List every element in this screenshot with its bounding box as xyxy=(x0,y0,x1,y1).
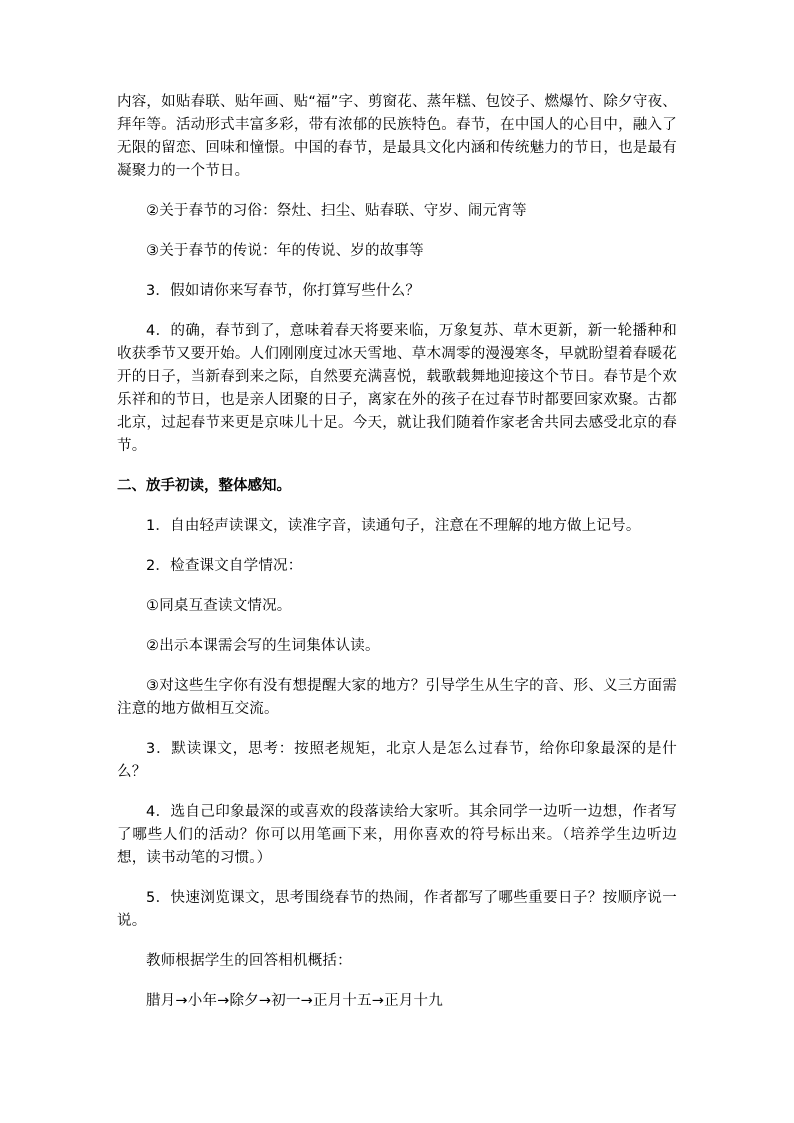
paragraph-question-3: 3．假如请你来写春节，你打算写些什么？ xyxy=(146,283,421,299)
section-heading-2: 二、放手初读，整体感知。 xyxy=(117,478,291,494)
paragraph-item-4-intro: 4．的确，春节到了，意味着春天将要来临，万象复苏、草木更新，新一轮播种和收获季节又要开始。人们刚刚度过冰天雪地、草木凋零的漫漫寒冬，早就盼望着春暖花开的日子，当新春到来之际，自然要充满喜悦，载歌载舞地迎接这个节日。春节是个欢乐祥和的节日，也是亲人团聚的日子，离家在外的孩子在过春节时都要回家欢聚。古都北京，过起春节来更是京味儿十足。今天，就让我们随着作家老舍共同去感受北京的春节。 xyxy=(117,323,677,454)
paragraph-step-2c: ③对这些生字你有没有想提醒大家的地方？引导学生从生字的音、形、义三方面需注意的地方做相互交流。 xyxy=(117,678,677,717)
paragraph-teacher-summary: 教师根据学生的回答相机概括： xyxy=(146,953,352,969)
paragraph-step-2: 2．检查课文自学情况： xyxy=(146,558,303,574)
paragraph-customs-list: ②关于春节的习俗：祭灶、扫尘、贴春联、守岁、闹元宵等 xyxy=(146,203,527,219)
paragraph-step-2a: ①同桌互查读文情况。 xyxy=(146,598,292,614)
paragraph-step-1: 1．自由轻声读课文，读准字音，读通句子，注意在不理解的地方做上记号。 xyxy=(146,518,641,534)
document-body xyxy=(117,91,677,1030)
paragraph-legends-list: ③关于春节的传说：年的传说、岁的故事等 xyxy=(146,243,424,259)
paragraph-step-4: 4．选自己印象最深的或喜欢的段落读给大家听。其余同学一边听一边想，作者写了哪些人们的活动？你可以用笔画下来，用你喜欢的符号标出来。（培养学生边听边想，读书动笔的习惯。） xyxy=(117,804,677,866)
paragraph-step-2b: ②出示本课需会写的生词集体认读。 xyxy=(146,638,380,654)
paragraph-timeline: 腊月→小年→除夕→初一→正月十五→正月十九 xyxy=(146,993,443,1009)
paragraph-intro-customs: 内容，如贴春联、贴年画、贴“福”字、剪窗花、蒸年糕、包饺子、燃爆竹、除夕守夜、拜年等。活动形式丰富多彩，带有浓郁的民族特色。春节，在中国人的心目中，融入了无限的留恋、回味和憧憬。中国的春节，是最具文化内涵和传统魅力的节日，也是最有凝聚力的一个节日。 xyxy=(117,94,677,179)
paragraph-step-3: 3．默读课文，思考：按照老规矩，北京人是怎么过春节，给你印象最深的是什么？ xyxy=(117,741,677,780)
paragraph-step-5: 5．快速浏览课文，思考围绕春节的热闹，作者都写了哪些重要日子？按顺序说一说。 xyxy=(117,890,677,929)
